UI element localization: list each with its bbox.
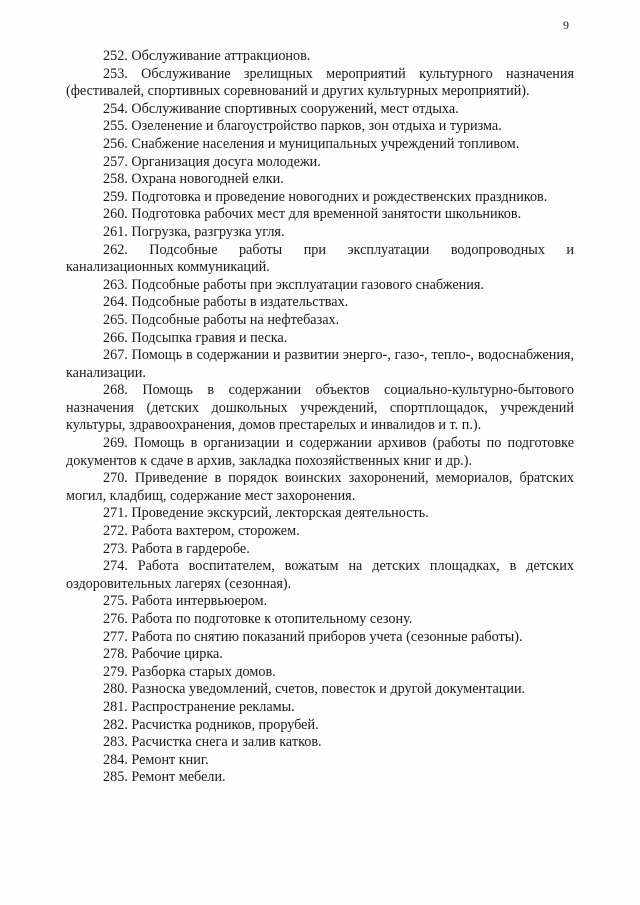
list-item: 265. Подсобные работы на нефтебазах. bbox=[103, 311, 340, 328]
list-item: 255. Озеленение и благоустройство парков, зон отдыха и туризма. bbox=[103, 118, 502, 135]
list-item: 276. Работа по подготовке к отопительному сезону. bbox=[103, 611, 413, 627]
list-item: 267. Помощь в содержании и развитии энерго-, газо-, тепло-, водоснабжения, канализации. bbox=[66, 347, 574, 381]
list-item: 283. Расчистка снега и залив катков. bbox=[103, 734, 322, 751]
list-item: 279. Разборка старых домов. bbox=[103, 663, 276, 680]
list-item: 254. Обслуживание спортивных сооружений, мест отдыха. bbox=[103, 100, 459, 117]
list-item: 271. Проведение экскурсий, лекторская деятельность. bbox=[103, 505, 429, 522]
list-item: 272. Работа вахтером, сторожем. bbox=[103, 523, 300, 540]
activity-list bbox=[66, 48, 574, 787]
list-item: 278. Рабочие цирка. bbox=[103, 646, 223, 663]
list-item: 252. Обслуживание аттракционов. bbox=[103, 48, 311, 64]
list-item: 257. Организация досуга молодежи. bbox=[103, 153, 321, 170]
list-item: 256. Снабжение населения и муниципальных учреждений топливом. bbox=[103, 135, 520, 152]
list-item: 259. Подготовка и проведение новогодних и рождественских праздников. bbox=[103, 188, 548, 205]
list-item: 281. Распространение рекламы. bbox=[103, 698, 295, 715]
list-item: 261. Погрузка, разгрузка угля. bbox=[103, 223, 285, 240]
list-item: 274. Работа воспитателем, вожатым на детских площадках, в детских оздоровительных лагерях (сезонная). bbox=[66, 558, 574, 592]
list-item: 253. Обслуживание зрелищных мероприятий культурного назначения (фестивалей, спортивных соревнований и других культурных мероприятий). bbox=[66, 65, 574, 100]
list-item: 269. Помощь в организации и содержании архивов (работы по подготовке документов к сдаче в архив, закладка похозяйственных книг и др.). bbox=[66, 435, 574, 469]
list-item: 266. Подсыпка гравия и песка. bbox=[103, 329, 288, 346]
list-item: 277. Работа по снятию показаний приборов учета (сезонные работы). bbox=[103, 628, 523, 645]
page-number: 9 bbox=[563, 18, 569, 32]
list-item: 258. Охрана новогодней елки. bbox=[103, 171, 284, 188]
list-item: 284. Ремонт книг. bbox=[103, 751, 209, 768]
list-item: 275. Работа интервьюером. bbox=[103, 593, 268, 610]
list-item: 270. Приведение в порядок воинских захоронений, мемориалов, братских могил, кладбищ, содержание мест захоронения. bbox=[66, 470, 574, 504]
list-item: 285. Ремонт мебели. bbox=[103, 769, 226, 786]
list-item: 260. Подготовка рабочих мест для временной занятости школьников. bbox=[103, 206, 522, 223]
list-item: 264. Подсобные работы в издательствах. bbox=[103, 294, 349, 311]
list-item: 268. Помощь в содержании объектов социально-культурно-бытового назначения (детских дошкольных учреждений, спортплощадок, учреждений культуры, здравоохранения, домов престарелых и инвалидов и т. п.). bbox=[66, 382, 574, 434]
list-item: 282. Расчистка родников, прорубей. bbox=[103, 716, 319, 733]
list-item: 273. Работа в гардеробе. bbox=[103, 540, 250, 557]
list-item: 280. Разноска уведомлений, счетов, повесток и другой документации. bbox=[103, 681, 526, 698]
list-item: 263. Подсобные работы при эксплуатации газового снабжения. bbox=[103, 276, 484, 293]
list-item: 262. Подсобные работы при эксплуатации водопроводных и канализационных коммуникаций. bbox=[66, 241, 574, 276]
